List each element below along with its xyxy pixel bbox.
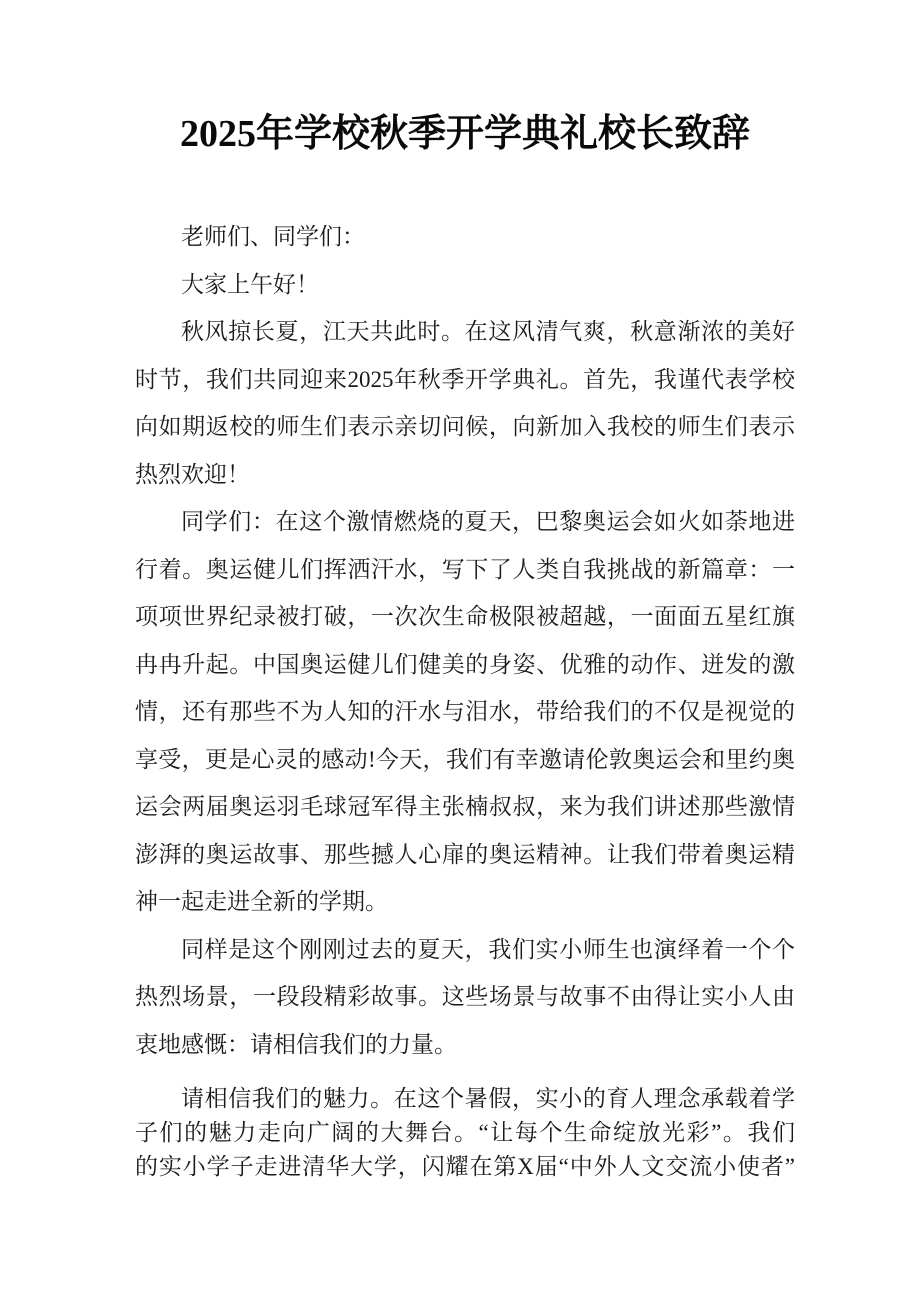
text-line: 行着。奥运健儿们挥洒汗水，写下了人类自我挑战的新篇章：一 (135, 556, 795, 582)
text-line: 老师们、同学们： (181, 224, 365, 249)
text-line: 享受，更是心灵的感动!今天，我们有幸邀请伦敦奥运会和里约奥 (135, 746, 795, 772)
text-line: 热烈欢迎！ (135, 461, 250, 487)
text-line: 衷地感慨：请相信我们的力量。 (135, 1031, 457, 1057)
text-line: 的实小学子走进清华大学，闪耀在第X届“中外人文交流小使者” (135, 1154, 795, 1179)
text-line: 情，还有那些不为人知的汗水与泪水，带给我们的不仅是视觉的 (135, 699, 795, 724)
paragraph-greeting (135, 261, 795, 309)
paragraph-school-summer (135, 926, 795, 1069)
text-line: 项项世界纪录被打破，一次次生命极限被超越，一面面五星红旗 (135, 604, 795, 629)
document-title: 2025年学校秋季开学典礼校长致辞 (179, 113, 750, 155)
text-line: 热烈场景，一段段精彩故事。这些场景与故事不由得让实小人由 (135, 984, 795, 1009)
paragraph-charm (135, 1082, 795, 1184)
text-line: 子们的魅力走向广阔的大舞台。“让每个生命绽放光彩”。我们 (135, 1120, 795, 1145)
text-line: 向如期返校的师生们表示亲切问候，向新加入我校的师生们表示 (135, 414, 795, 439)
text-line: 时节，我们共同迎来2025年秋季开学典礼。首先，我谨代表学校 (135, 366, 795, 392)
text-line: 冉冉升起。中国奥运健儿们健美的身姿、优雅的动作、迸发的激 (135, 651, 795, 677)
text-line: 同样是这个刚刚过去的夏天，我们实小师生也演绎着一个个 (181, 936, 795, 962)
paragraph-welcome (135, 308, 795, 498)
text-line: 澎湃的奥运故事、那些撼人心扉的奥运精神。让我们带着奥运精 (135, 841, 795, 867)
paragraph-olympics (135, 498, 795, 926)
text-line: 同学们：在这个激情燃烧的夏天，巴黎奥运会如火如荼地进 (181, 509, 795, 534)
text-line: 秋风掠长夏，江天共此时。在这风清气爽，秋意渐浓的美好 (181, 319, 795, 344)
paragraph-salutation (135, 213, 795, 261)
text-line: 神一起走进全新的学期。 (135, 889, 388, 914)
document-body (135, 213, 795, 1184)
text-line: 请相信我们的魅力。在这个暑假，实小的育人理念承载着学 (181, 1086, 795, 1111)
text-line: 大家上午好！ (181, 271, 319, 297)
text-line: 运会两届奥运羽毛球冠军得主张楠叔叔，来为我们讲述那些激情 (135, 794, 795, 819)
document-content (135, 0, 795, 1184)
